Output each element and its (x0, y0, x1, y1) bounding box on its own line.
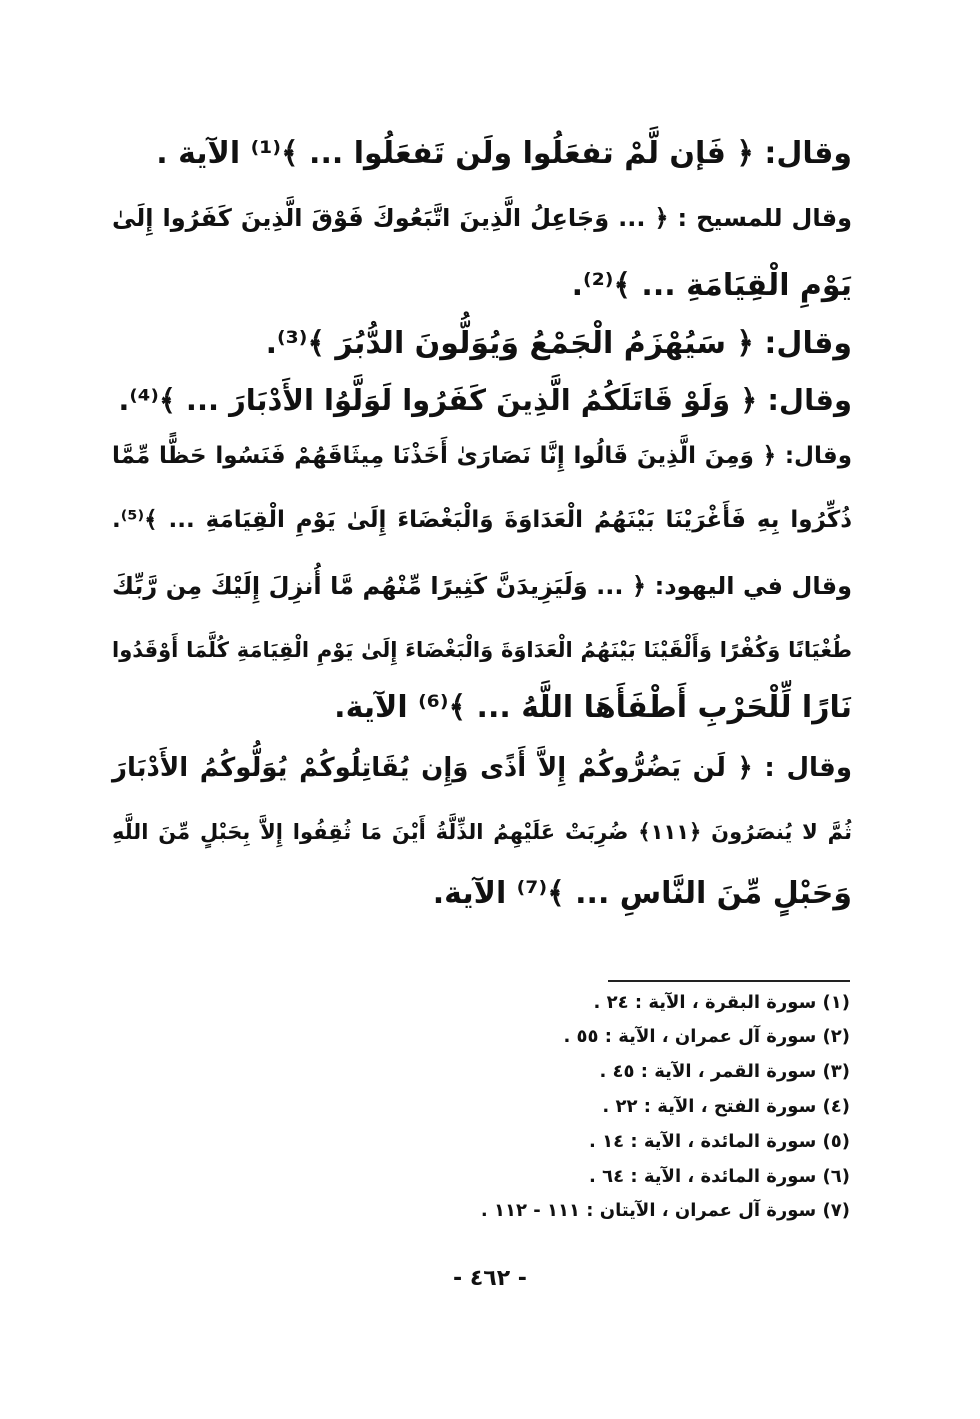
footnote-6: (٦) سورة المائدة ، الآية : ٦٤ . (589, 1166, 850, 1187)
text-line-12: ثُمَّ لا يُنصَرُونَ ﴿١١١﴾ ضُرِبَتْ عَلَيْهِمُ الذِّلَّةُ أَيْنَ مَا ثُقِفُوا إِلاَّ بِحَبْلٍ مِّنَ اللَّهِ (112, 820, 852, 844)
footnote-2: (٢) سورة آل عمران ، الآية : ٥٥ . (563, 1026, 850, 1047)
text-line-13: وَحَبْلٍ مِّنَ النَّاسِ ... ﴾⁽⁷⁾ الآية. (432, 876, 852, 911)
footnote-1: (١) سورة البقرة ، الآية : ٢٤ . (593, 992, 850, 1013)
text-line-4: وقال: ﴿ سَيُهْزَمُ الْجَمْعُ وَيُوَلُّونَ الدُّبُرَ ﴾⁽³⁾. (265, 326, 852, 361)
footnote-4: (٤) سورة الفتح ، الآية : ٢٢ . (602, 1096, 850, 1117)
text-line-6: وقال: ﴿ وَمِنَ الَّذِينَ قَالُوا إِنَّا نَصَارَىٰ أَخَذْنَا مِيثَاقَهُمْ فَنَسُوا حَظًّا مِّمَّا (112, 443, 852, 469)
text-line-11: وقال : ﴿ لَن يَضُرُّوكُمْ إِلاَّ أَذًى وَإِن يُقَاتِلُوكُمْ يُوَلُّوكُمُ الأَدْبَارَ (112, 753, 852, 783)
text-line-8: وقال في اليهود: ﴿ ... وَلَيَزِيدَنَّ كَثِيرًا مِّنْهُم مَّا أُنزِلَ إِلَيْكَ مِن رَّبِّكَ (112, 572, 852, 600)
footnote-3: (٣) سورة القمر ، الآية : ٤٥ . (599, 1061, 850, 1082)
text-line-3: يَوْمِ الْقِيَامَةِ ... ﴾⁽²⁾. (571, 268, 852, 303)
text-line-9: طُغْيَانًا وَكُفْرًا وَأَلْقَيْنَا بَيْنَهُمُ الْعَدَاوَةَ وَالْبَغْضَاءَ إِلَىٰ يَوْمِ الْقِيَامَةِ كُلَّمَا أَوْقَدُوا (112, 638, 852, 662)
text-line-5: وقال: ﴿ وَلَوْ قَاتَلَكُمُ الَّذِينَ كَفَرُوا لَوَلَّوُا الأَدْبَارَ ... ﴾⁽⁴⁾. (118, 383, 852, 417)
text-line-2: وقال للمسيح : ﴿ ... وَجَاعِلُ الَّذِينَ اتَّبَعُوكَ فَوْقَ الَّذِينَ كَفَرُوا إِلَىٰ (112, 204, 852, 232)
footnote-separator (608, 980, 850, 982)
text-line-1: وقال: ﴿ فَإن لَّمْ تفعَلُوا ولَن تَفعَلُوا ... ﴾⁽¹⁾ الآية . (156, 136, 852, 171)
page-number: - ٤٦٢ - (453, 1266, 527, 1291)
text-line-7: ذُكِّرُوا بِهِ فَأَغْرَيْنَا بَيْنَهُمُ الْعَدَاوَةَ وَالْبَغْضَاءَ إِلَىٰ يَوْمِ الْقِيَامَةِ ... ﴾⁽⁵⁾. (112, 507, 852, 533)
text-line-10: نَارًا لِّلْحَرْبِ أَطْفَأَهَا اللَّهُ ... ﴾⁽⁶⁾ الآية. (334, 690, 852, 725)
footnote-5: (٥) سورة المائدة ، الآية : ١٤ . (589, 1131, 850, 1152)
footnote-7: (٧) سورة آل عمران ، الآيتان : ١١١ - ١١٢ . (480, 1200, 850, 1221)
